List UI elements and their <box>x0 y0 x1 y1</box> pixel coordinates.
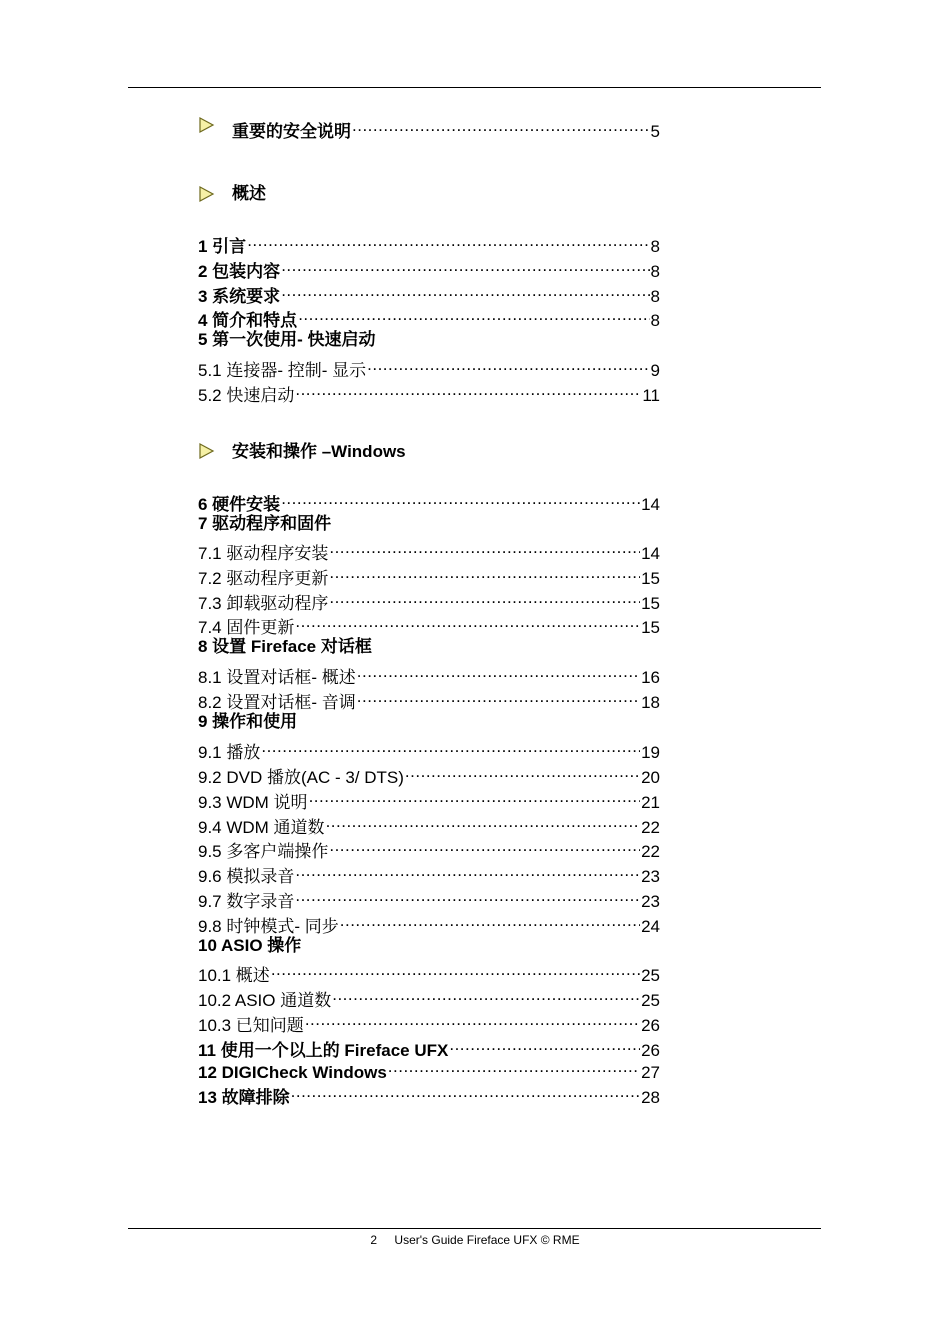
toc-entry[interactable] <box>198 562 660 588</box>
toc-entry-title: 9.2 DVD 播放(AC - 3/ DTS) <box>198 768 404 787</box>
toc-section-safety[interactable]: 重要的安全说明 ..... 5 <box>232 115 660 137</box>
toc-entry[interactable] <box>198 488 660 514</box>
dot-leader <box>329 835 640 857</box>
toc-entry[interactable] <box>198 354 660 380</box>
toc-entry[interactable] <box>198 686 660 712</box>
toc-entry-title: 8.2 设置对话框- 音调 <box>198 693 356 712</box>
toc-entry-page: 19 <box>641 743 660 762</box>
toc-entry-page: 26 <box>641 1041 660 1060</box>
toc-entry-page: 11 <box>642 386 660 405</box>
toc-entry-page: 18 <box>641 693 660 712</box>
toc-entry-title: 5.2 快速启动 <box>198 386 295 405</box>
toc-section-install-windows[interactable]: 安装和操作 –Windows <box>232 442 406 461</box>
dot-leader <box>309 786 641 808</box>
footer-page-number: 2 <box>370 1233 378 1247</box>
dot-leader <box>329 562 640 584</box>
page-footer <box>0 1232 950 1248</box>
toc-entry[interactable] <box>198 255 660 281</box>
toc-entry-title: 10 ASIO 操作 <box>198 936 302 955</box>
toc-entry-title: 7.4 固件更新 <box>198 618 295 637</box>
arrow-bullet-icon <box>198 442 216 460</box>
toc-entry[interactable] <box>198 636 660 658</box>
toc-entry-title: 7.1 驱动程序安装 <box>198 544 329 563</box>
toc-entry-page: 8 <box>650 237 660 256</box>
toc-entry[interactable] <box>198 984 660 1010</box>
toc-entry-title: 9.7 数字录音 <box>198 892 295 911</box>
dot-leader <box>295 379 641 401</box>
toc-entry[interactable] <box>198 736 660 762</box>
toc-entry-page: 22 <box>641 842 660 861</box>
toc-entry-page: 15 <box>641 594 660 613</box>
toc-entry-title: 5 第一次使用- 快速启动 <box>198 330 376 349</box>
toc-entry-page: 15 <box>641 618 660 637</box>
toc-entry[interactable] <box>198 761 660 787</box>
toc-entry-title: 7.2 驱动程序更新 <box>198 569 329 588</box>
toc-entry-page: 26 <box>641 1016 660 1035</box>
toc-entry-page: 23 <box>641 867 660 886</box>
toc-entry-title: 9.8 时钟模式- 同步 <box>198 917 339 936</box>
dot-leader <box>295 885 640 907</box>
toc-entry[interactable] <box>198 611 660 637</box>
toc-entry-page: 8 <box>650 311 660 330</box>
toc-entry[interactable] <box>198 280 660 306</box>
toc-entry[interactable] <box>198 935 660 957</box>
toc-entry-title: 9.3 WDM 说明 <box>198 793 308 812</box>
toc-entry[interactable] <box>198 1009 660 1035</box>
toc-entry[interactable] <box>198 1034 660 1060</box>
toc-entry-title: 10.1 概述 <box>198 966 270 985</box>
toc-entry-title: 9.4 WDM 通道数 <box>198 818 325 837</box>
toc-entry-title: 4 简介和特点 <box>198 311 298 330</box>
header-rule <box>128 87 821 88</box>
toc-entry-page: 25 <box>641 991 660 1010</box>
toc-entry-page: 21 <box>641 793 660 812</box>
toc-entry-title: 9.1 播放 <box>198 743 261 762</box>
toc-entry-page: 14 <box>641 495 660 514</box>
toc-entry-title: 7 驱动程序和固件 <box>198 514 332 533</box>
toc-entry-title: 9.6 模拟录音 <box>198 867 295 886</box>
toc-entry[interactable] <box>198 1081 660 1107</box>
toc-entry-title: 9 操作和使用 <box>198 712 298 731</box>
toc-entry-page: 15 <box>641 569 660 588</box>
toc-entry[interactable] <box>198 379 660 405</box>
toc-entry-title: 8.1 设置对话框- 概述 <box>198 668 356 687</box>
toc-entry-title: 2 包装内容 <box>198 262 281 281</box>
toc-entry[interactable] <box>198 860 660 886</box>
toc-entry-page: 24 <box>641 917 660 936</box>
toc-entry-page: 14 <box>641 544 660 563</box>
dot-leader <box>305 1009 640 1031</box>
toc-entry-page: 27 <box>641 1063 660 1082</box>
toc-entry-page: 23 <box>641 892 660 911</box>
toc-entry-title: 9.5 多客户端操作 <box>198 842 329 861</box>
dot-leader <box>247 230 649 252</box>
dot-leader <box>352 115 650 137</box>
toc-entry[interactable] <box>198 711 660 733</box>
toc-entry-page: 8 <box>650 262 660 281</box>
toc-entry[interactable] <box>198 910 660 936</box>
toc-entry[interactable] <box>198 835 660 861</box>
toc-entry-page: 20 <box>641 768 660 787</box>
toc-entry[interactable] <box>198 537 660 563</box>
toc-entry[interactable] <box>198 959 660 985</box>
dot-leader <box>332 984 640 1006</box>
dot-leader <box>329 537 640 559</box>
toc-entry[interactable] <box>198 587 660 613</box>
toc-entry-title: 10.3 已知问题 <box>198 1016 304 1035</box>
arrow-bullet-icon <box>198 116 216 134</box>
toc-entry-page: 16 <box>641 668 660 687</box>
dot-leader <box>388 1056 640 1078</box>
dot-leader <box>295 611 640 633</box>
toc-entry[interactable] <box>198 1056 660 1082</box>
toc-entry-title: 10.2 ASIO 通道数 <box>198 991 332 1010</box>
toc-entry-title: 13 故障排除 <box>198 1088 290 1107</box>
toc-entry-title: 7.3 卸载驱动程序 <box>198 594 329 613</box>
dot-leader <box>329 587 640 609</box>
toc-entry-title: 3 系统要求 <box>198 287 281 306</box>
toc-entry-page: 8 <box>650 287 660 306</box>
toc-entry-title: 8 设置 Fireface 对话框 <box>198 637 372 656</box>
toc-entry-page: 22 <box>641 818 660 837</box>
toc-entry[interactable] <box>198 304 660 330</box>
dot-leader <box>340 910 640 932</box>
toc-section-overview[interactable]: 概述 <box>232 184 266 203</box>
dot-leader <box>357 661 640 683</box>
toc-entry-page: 25 <box>641 966 660 985</box>
toc-entry-page: 28 <box>641 1088 660 1107</box>
arrow-bullet-icon <box>198 185 216 203</box>
dot-leader <box>367 354 649 376</box>
dot-leader <box>449 1034 640 1056</box>
toc-entry[interactable] <box>198 811 660 837</box>
dot-leader <box>405 761 640 783</box>
dot-leader <box>271 959 640 981</box>
toc-entry[interactable] <box>198 230 660 256</box>
footer-rule <box>128 1228 821 1229</box>
toc-entry[interactable] <box>198 885 660 911</box>
dot-leader <box>298 304 649 326</box>
footer-text: User's Guide Fireface UFX © RME <box>394 1233 580 1247</box>
dot-leader <box>295 860 640 882</box>
toc-entry[interactable] <box>198 661 660 687</box>
toc-entry-title: 11 使用一个以上的 Fireface UFX <box>198 1041 449 1060</box>
dot-leader <box>281 255 649 277</box>
dot-leader <box>291 1081 640 1103</box>
toc-entry[interactable] <box>198 513 660 535</box>
toc-entry[interactable] <box>198 329 660 351</box>
toc-entry[interactable] <box>198 786 660 812</box>
toc-entry-title: 6 硬件安装 <box>198 495 281 514</box>
dot-leader <box>357 686 640 708</box>
dot-leader <box>261 736 640 758</box>
toc-entry-page: 9 <box>650 361 660 380</box>
toc-entry-title: 12 DIGICheck Windows <box>198 1063 387 1082</box>
dot-leader <box>326 811 641 833</box>
dot-leader <box>281 280 649 302</box>
dot-leader <box>281 488 640 510</box>
toc-entry-title: 1 引言 <box>198 237 247 256</box>
toc-entry-title: 5.1 连接器- 控制- 显示 <box>198 361 367 380</box>
